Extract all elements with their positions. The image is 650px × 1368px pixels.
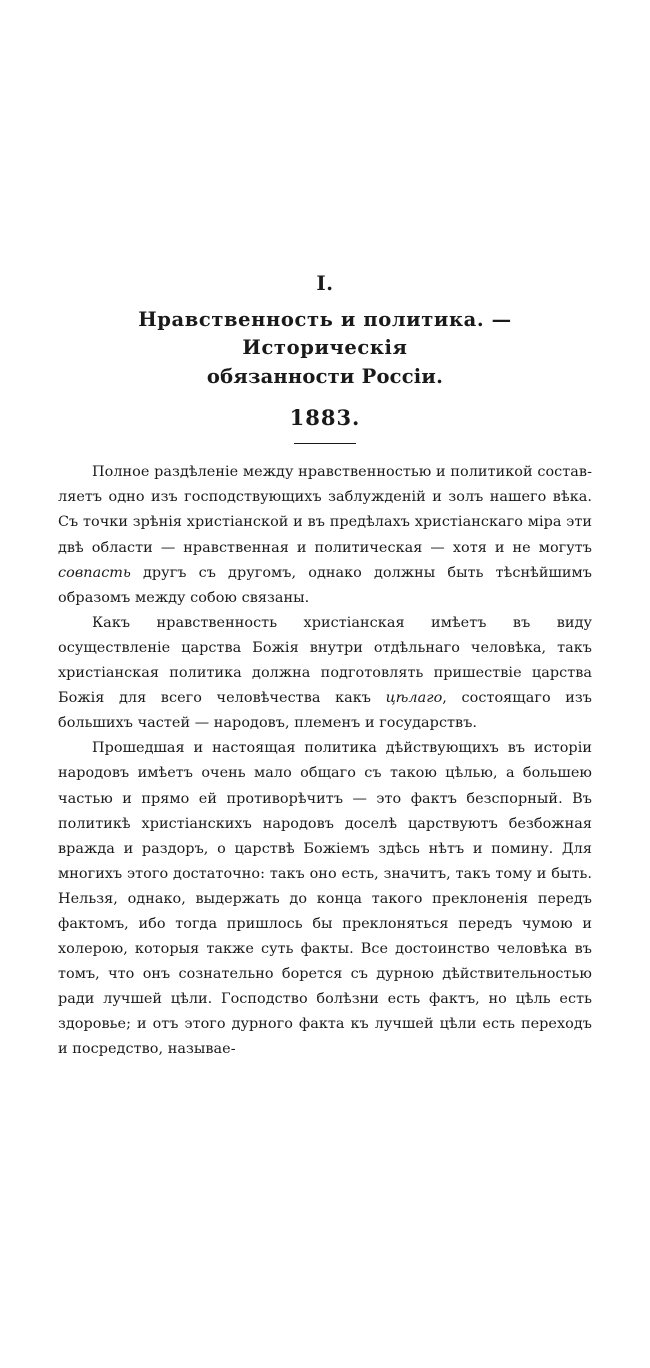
page-title-line-1: Нравственность и политика. — Историческія — [138, 308, 512, 360]
page-title-line-2: обязанности Россіи. — [206, 364, 444, 388]
chapter-number: I. — [316, 271, 334, 295]
document-page — [0, 272, 650, 1368]
body-text — [58, 460, 592, 1062]
chapter-year: 1883. — [289, 404, 361, 430]
paragraph-3: Прошедшая и настоящая политика дѣйствующихъ въ исторіи народовъ имѣетъ очень мало общаго съ такою цѣлью, а большею частью и прямо ей противорѣчитъ — это фактъ безспорный. Въ политикѣ христіанскихъ народовъ доселѣ царствуютъ безбожная вражда и раздоръ, о царствѣ Божіемъ здѣсь нѣтъ и помину. Для многихъ этого достаточно: такъ оно есть, значитъ, такъ тому и быть. Нельзя, однако, выдержать до конца такого преклоненія передъ фактомъ, ибо тогда пришлось бы преклоняться передъ чумою и холерою, которыя также суть факты. Все достоинство человѣка въ томъ, что онъ сознательно борется съ дурною дѣйствительностью ради лучшей цѣли. Господство болѣзни есть фактъ, но цѣль есть здоровье; и отъ этого дурного факта къ лучшей цѣли есть переходъ и посредство, называе- — [58, 740, 592, 1058]
page-title — [58, 306, 592, 391]
title-divider — [294, 443, 356, 445]
paragraph-2: Какъ нравственность христіанская имѣетъ въ виду осуществленіе царства Божія внутри отдѣльнаго человѣка, такъ христіанская политика должна подготовлять пришествіе царства Божія для всего человѣчества какъ цѣлаго, состоящаго изъ большихъ частей — народовъ, племенъ и государствъ. — [58, 614, 592, 732]
paragraph-1: Полное раздѣленіе между нравственностью и политикой состав-ляетъ одно изъ господствующихъ заблужденій и золъ нашего вѣка. Съ точки зрѣнія христіанской и въ предѣлахъ христіанскаго міра эти двѣ области — нравственная и политическая — хотя и не могутъ совпасть другъ съ другомъ, однако должны быть тѣснѣйшимъ образомъ между собою связаны. — [58, 464, 592, 606]
